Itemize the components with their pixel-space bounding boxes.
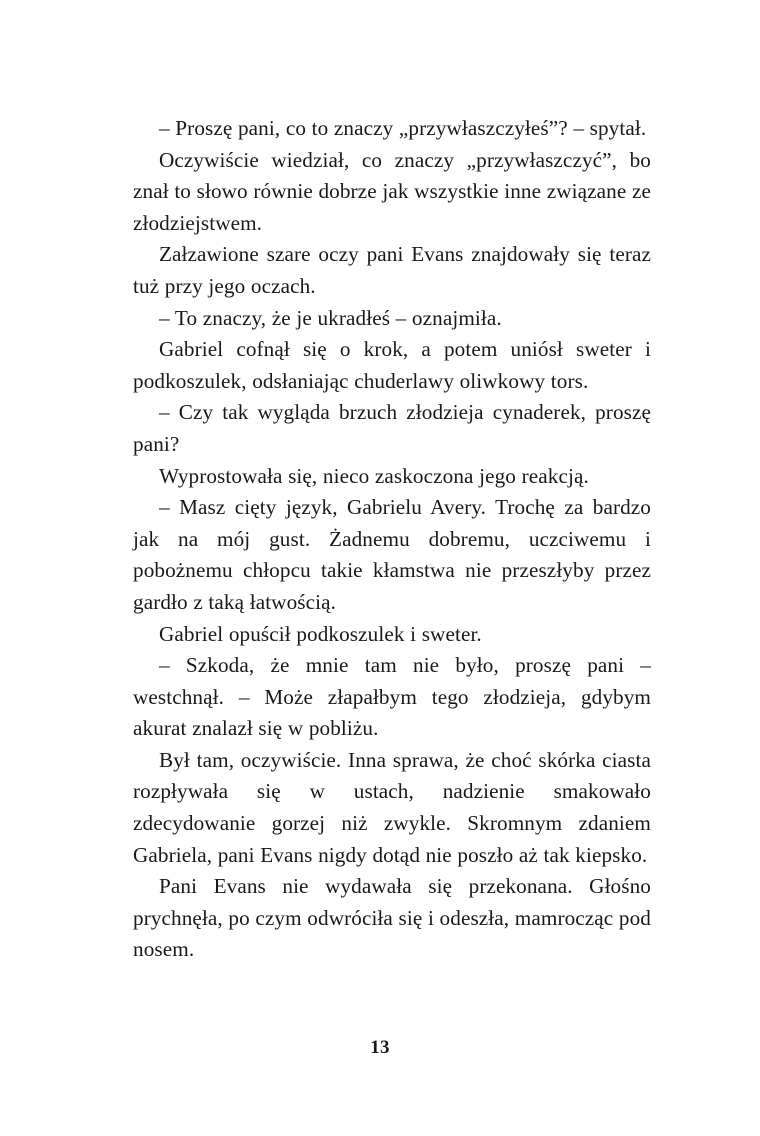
paragraph: Oczywiście wiedział, co znaczy „przywłaszczyć”, bo znał to słowo równie dobrze jak wszystkie inne związane ze złodziejstwem. xyxy=(133,147,651,235)
paragraph: – To znaczy, że je ukradłeś – oznajmiła. xyxy=(159,305,502,330)
paragraph: Gabriel opuścił podkoszulek i sweter. xyxy=(159,621,482,646)
paragraph: – Proszę pani, co to znaczy „przywłaszczyłeś”? – spytał. xyxy=(159,116,647,140)
paragraph: – Czy tak wygląda brzuch złodzieja cynaderek, proszę pani? xyxy=(133,400,651,456)
paragraph: – Masz cięty język, Gabrielu Avery. Trochę za bardzo jak na mój gust. Żadnemu dobremu, uczciwemu i pobożnemu chłopcu takie kłamstwa nie przeszłyby przez gardło z taką łatwością. xyxy=(133,495,651,614)
paragraph: – Szkoda, że mnie tam nie było, proszę pani – westchnął. – Może złapałbym tego złodzieja, gdybym akurat znalazł się w pobliżu. xyxy=(133,653,651,741)
paragraph: Był tam, oczywiście. Inna sprawa, że choć skórka ciasta rozpływała się w ustach, nadzienie smakowało zdecydowanie gorzej niż zwykle. Skromnym zdaniem Gabriela, pani Evans nigdy dotąd nie poszło aż tak kiepsko. xyxy=(133,747,651,867)
paragraph: Załzawione szare oczy pani Evans znajdowały się teraz tuż przy jego oczach. xyxy=(133,242,651,298)
page-number: 13 xyxy=(370,1037,390,1058)
paragraph: Pani Evans nie wydawała się przekonana. Głośno prychnęła, po czym odwróciła się i odeszła, mamrocząc pod nosem. xyxy=(133,874,651,962)
paragraph: Wyprostowała się, nieco zaskoczona jego reakcją. xyxy=(159,463,589,488)
body-text-block xyxy=(133,113,651,966)
paragraph: Gabriel cofnął się o krok, a potem uniósł sweter i podkoszulek, odsłaniając chuderlawy oliwkowy tors. xyxy=(133,337,651,393)
